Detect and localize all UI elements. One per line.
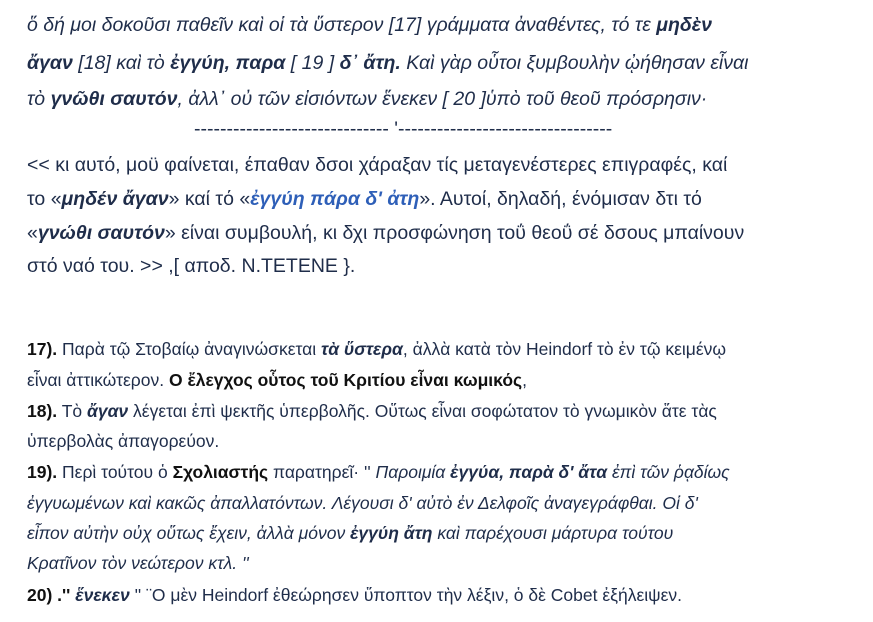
quote-text: , ἀλλ᾽ οὐ τῶν εἰσιόντων ἕνεκεν [ 20 ]ὑπὸ τοῦ θεοῦ πρόσρησιν· [177,88,708,110]
footnote-bold-term: τὰ ὕστερα [321,339,403,359]
translation-bold-term: γνώθι σαυτόν [37,222,165,244]
quote-text: ὅ δή μοι δοκοῦσι παθεῖν καὶ οἱ τὰ ὕστερον [17] γράμματα ἀναθέντες, τό τε [27,14,657,36]
footnote-text: , ἀλλὰ κατὰ τὸν Heindorf τὸ ἐν τῷ κειμένῳ [402,339,727,359]
translation-bold-term: μηδέν ἄγαν [61,188,169,210]
footnote-bold-term: ἐγγύα, παρὰ δ' ἄτα [450,462,608,482]
footnote-text: , [522,370,528,390]
quote-text: τὸ [27,88,51,110]
footnote-text: Τὸ [57,401,87,421]
quote-bold-term: δ᾽ ἄτη. [339,52,401,74]
footnote-bold-term: ἄγαν [87,401,129,421]
quote-bold-term: γνῶθι σαυτόν [50,88,178,110]
footnote-18-line-2: ὑπερβολὰς ἀπαγορεύον. [27,431,220,451]
footnote-text: λέγεται ἐπὶ ψεκτῆς ὑπερβολῆς. Οὕτως εἶναι σοφώτατον τὸ γνωμικὸν ἅτε τὰς [128,401,717,421]
footnote-19-line-1 [27,462,730,483]
translation-text: » είναι συμβουλή, κι δχι προσφώνηση τοΰ θεοΰ σέ δσους μπαίνουν [164,222,745,244]
footnote-bold-term: Ο ἔλεγχος οὗτος τοῦ Κριτίου εἶναι κωμικός [168,370,523,390]
footnote-text: παρατηρεῖ· '' [268,462,376,482]
footnote-17-line-2 [27,370,527,391]
footnote-italic-text: Παροιμία [375,462,451,482]
translation-text: το « [27,188,62,210]
footnote-number: 20) .'' [27,585,71,605]
quote-bold-term: μηδὲν [656,14,712,36]
translation-highlight-term: ἐγγύη πάρα δ' ἀτη [250,188,420,210]
footnote-bold-term: ἐγγύη ἄτη [350,523,433,543]
footnote-text: Περὶ τούτου ὁ [57,462,173,482]
quote-text: [ 19 ] [285,52,340,74]
translation-line-3 [27,222,744,245]
footnote-italic-text: εἶπον αὐτὴν οὐχ οὕτως ἔχειν, ἀλλὰ μόνον [27,523,351,543]
footnote-text: Παρὰ τῷ Στοβαίῳ ἀναγινώσκεται [57,339,322,359]
footnote-number: 18). [27,401,58,421]
quote-text: [18] καὶ τὸ [72,52,171,74]
footnote-20-line-1 [27,585,682,606]
translation-text: » καί τό « [168,188,251,210]
quote-bold-term: ἄγαν [27,52,73,74]
footnote-text: εἶναι ἀττικώτερον. [27,370,169,390]
quote-line-3 [27,88,707,111]
quote-text: Καὶ γὰρ οὗτοι ξυμβουλὴν ᾠήθησαν εἶναι [400,52,749,74]
quote-line-2 [27,52,748,75]
footnote-bold-term: ἕνεκεν [70,585,130,605]
footnote-18-line-1 [27,401,717,422]
translation-text: « [27,222,38,244]
footnote-number: 17). [27,339,58,359]
footnote-bold-term: Σχολιαστής [172,462,269,482]
footnote-19-line-4: Κρατῖνον τὸν νεώτερον κτλ. '' [27,553,249,573]
translation-line-4: στό ναό του. >> ,[ αποδ. N.TETENE }. [27,255,356,277]
translation-line-1: << κι αυτό, μοϋ φαίνεται, έπαθαν δσοι χάραξαν τίς μεταγενέστερες επιγραφές, καί [27,154,728,176]
footnote-19-line-2: ἐγγυωμένων καὶ κακῶς ἀπαλλατόντων. Λέγουσι δ' αὐτὸ ἐν Δελφοῖς ἀναγεγράφθαι. Οἱ δ' [27,493,698,513]
footnote-19-line-3 [27,523,673,544]
section-divider: ------------------------------ '--------------------------------- [194,118,613,140]
translation-text: ». Αυτοί, δηλαδή, ένόμισαν δτι τό [419,188,702,210]
footnote-17-line-1 [27,339,726,360]
footnote-italic-text: ἐπὶ τῶν ῥᾳδίως [607,462,730,482]
translation-line-2 [27,188,702,211]
quote-line-1 [27,14,712,37]
footnote-italic-text: καὶ παρέχουσι μάρτυρα τούτου [432,523,674,543]
footnote-number: 19). [27,462,58,482]
footnote-text: '' ¨Ο μὲν Heindorf ἐθεώρησεν ὕποπτον τὴν λέξιν, ὁ δὲ Cobet ἐξήλειψεν. [129,585,683,605]
quote-bold-term: ἐγγύη, παρα [170,52,286,74]
